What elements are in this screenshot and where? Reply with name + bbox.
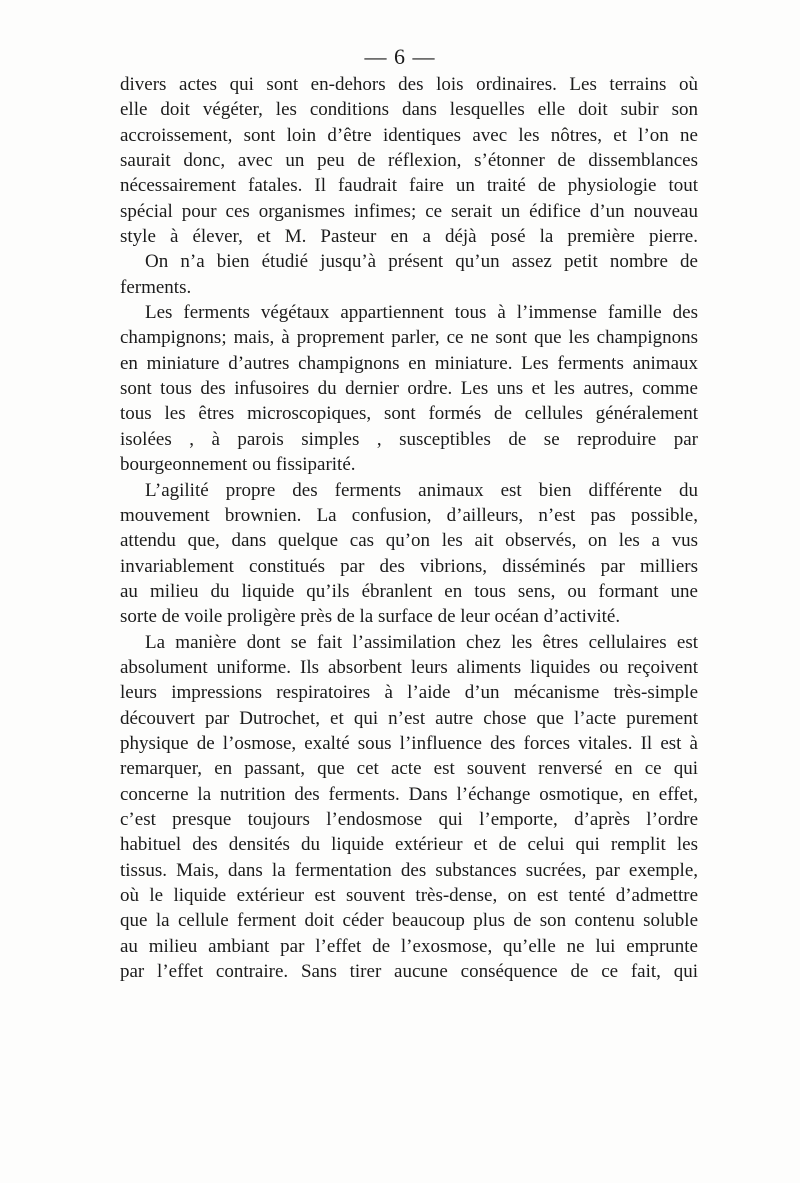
text-line: où le liquide extérieur est souvent très-dense, on est tenté d’admettre — [120, 885, 698, 906]
text-line: L’agilité propre des ferments animaux est bien différente du — [145, 479, 698, 501]
text-line: style à élever, et M. Pasteur en a déjà posé la première pierre. — [120, 226, 698, 248]
text-line: physique de l’osmose, exalté sous l’influence des forces vitales. Il est à — [120, 732, 698, 754]
text-line: nécessairement fatales. Il faudrait faire un traité de physiologie tout — [120, 175, 698, 197]
text-line: mouvement brownien. La confusion, d’ailleurs, n’est pas possible, — [120, 504, 698, 526]
text-line: remarquer, en passant, que cet acte est souvent renversé en ce qui — [120, 758, 698, 780]
text-line: leurs impressions respiratoires à l’aide d’un mécanisme très-simple — [120, 682, 698, 704]
text-line: isolées , à parois simples , susceptibles de se reproduire par — [120, 428, 698, 450]
text-line: en miniature d’autres champignons en miniature. Les ferments animaux — [120, 352, 698, 374]
text-line: bourgeonnement ou fissiparité. — [120, 454, 356, 476]
text-line: par l’effet contraire. Sans tirer aucune conséquence de ce fait, qui — [120, 961, 698, 983]
text-line: champignons; mais, à proprement parler, ce ne sont que les champignons — [120, 327, 698, 349]
text-line: sorte de voile proligère près de la surface de leur océan d’activité. — [120, 606, 621, 628]
text-line: c’est presque toujours l’endosmose qui l’emporte, d’après l’ordre — [120, 808, 698, 830]
text-line: La manière dont se fait l’assimilation chez les êtres cellulaires est — [145, 631, 698, 653]
text-line: tous les êtres microscopiques, sont formés de cellules généralement — [120, 403, 698, 425]
body-text — [120, 72, 698, 984]
page-number: — 6 — — [364, 44, 436, 69]
text-line: habituel des densités du liquide extérieur et de celui qui remplit les — [120, 834, 698, 856]
text-line: au milieu du liquide qu’ils ébranlent en tous sens, ou formant une — [120, 580, 698, 602]
text-line: découvert par Dutrochet, et qui n’est autre chose que l’acte purement — [120, 707, 698, 729]
text-line: elle doit végéter, les conditions dans lesquelles elle doit subir son — [120, 99, 698, 121]
text-line: invariablement constitués par des vibrions, disséminés par milliers — [120, 555, 698, 577]
text-line: tissus. Mais, dans la fermentation des substances sucrées, par exemple, — [120, 859, 698, 881]
text-line: On n’a bien étudié jusqu’à présent qu’un assez petit nombre de — [145, 251, 698, 273]
text-line: ferments. — [120, 276, 192, 298]
text-line: divers actes qui sont en-dehors des lois ordinaires. Les terrains où — [120, 74, 698, 95]
text-line: absolument uniforme. Ils absorbent leurs aliments liquides ou reçoivent — [120, 656, 698, 678]
text-line: saurait donc, avec un peu de réflexion, s’étonner de dissemblances — [120, 150, 698, 172]
text-line: concerne la nutrition des ferments. Dans l’échange osmotique, en effet, — [120, 783, 698, 805]
text-line: attendu que, dans quelque cas qu’on les ait observés, on les a vus — [120, 530, 698, 552]
text-line: spécial pour ces organismes infimes; ce serait un édifice d’un nouveau — [120, 200, 698, 222]
text-line: Les ferments végétaux appartiennent tous à l’immense famille des — [145, 302, 698, 324]
text-line: que la cellule ferment doit céder beaucoup plus de son contenu soluble — [120, 910, 698, 932]
text-line: accroissement, sont loin d’être identiques avec les nôtres, et l’on ne — [120, 124, 698, 146]
text-line: sont tous des infusoires du dernier ordre. Les uns et les autres, comme — [120, 378, 698, 400]
text-line: au milieu ambiant par l’effet de l’exosmose, qu’elle ne lui emprunte — [120, 935, 698, 957]
